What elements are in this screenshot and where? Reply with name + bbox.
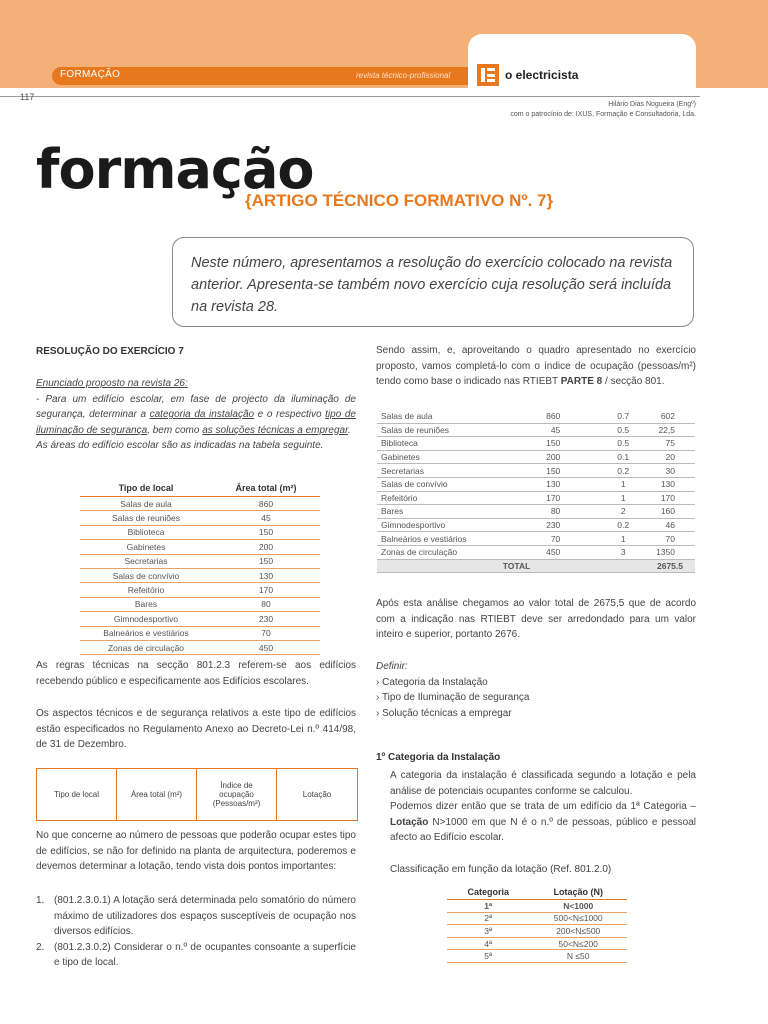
- areas-table: [80, 480, 320, 655]
- table-row: [377, 437, 695, 451]
- table-cell: 50<N≤200: [529, 937, 627, 950]
- list-item: [36, 893, 356, 940]
- paragraph: Após esta análise chegamos ao valor total de 2675,5 que de acordo com a indicação nas RTIEBT deve ser arredondado para um valor inteiro e superior, portanto 2676.: [376, 598, 696, 640]
- table-cell: Salas de convívio: [377, 477, 489, 491]
- table-cell: Secretarias: [377, 464, 489, 478]
- table-cell: 170: [489, 491, 590, 505]
- paragraph-part: / secção 801.: [602, 376, 665, 387]
- table-cell: 1: [590, 491, 652, 505]
- total-label: TOTAL: [377, 559, 652, 573]
- table-header: Área total (m²): [117, 769, 197, 820]
- table-header: Tipo de local: [37, 769, 117, 820]
- page-title: formação: [36, 138, 314, 201]
- table-cell: 150: [489, 464, 590, 478]
- table-row: [80, 540, 320, 554]
- table-cell: Refeitório: [80, 583, 212, 597]
- table-cell: 450: [212, 640, 320, 654]
- table-cell: 500<N≤1000: [529, 912, 627, 925]
- paragraph-bold: PARTE 8: [560, 376, 603, 387]
- table-cell: Salas de reuniões: [80, 511, 212, 525]
- table-row: [447, 950, 627, 963]
- category-table: [447, 884, 627, 963]
- table-cell: Biblioteca: [80, 525, 212, 539]
- statement-part: , bem como: [147, 424, 203, 436]
- define-item: › Tipo de Iluminação de segurança: [376, 690, 696, 706]
- table-row: [80, 525, 320, 539]
- paragraph: [376, 343, 696, 390]
- table-cell: 70: [212, 626, 320, 640]
- paragraph: A categoria da instalação é classificada segundo a lotação e pela análise de potenciais ocupantes conforme se calculou.: [390, 770, 696, 797]
- table-cell: Salas de reuniões: [377, 423, 489, 437]
- table-header: Índice de ocupação (Pessoas/m²): [197, 769, 277, 820]
- occupancy-header-table: [36, 768, 358, 821]
- table-cell: 80: [212, 597, 320, 611]
- table-cell: Gabinetes: [377, 450, 489, 464]
- table-cell: 2: [590, 505, 652, 519]
- magazine-name: o electricista: [505, 68, 579, 82]
- table-cell: Salas de convívio: [80, 568, 212, 582]
- table-cell: 45: [489, 423, 590, 437]
- table-cell: 170: [652, 491, 695, 505]
- statement-title: Enunciado proposto na revista 26:: [36, 378, 188, 389]
- table-row: [447, 925, 627, 938]
- paragraph-part: N>1000 em que N é o n.º de pessoas, público e pessoal afecto ao Edifício escolar.: [390, 816, 696, 843]
- table-cell: 602: [652, 410, 695, 423]
- define-title: Definir:: [376, 661, 408, 672]
- statement-part: - Para um edifício escolar, em fase de projecto da iluminação de segurança, determinar a: [36, 393, 356, 420]
- table-cell: 130: [489, 477, 590, 491]
- table-cell: Balneários e vestiários: [377, 532, 489, 546]
- paragraph: As regras técnicas na secção 801.2.3 referem-se aos edifícios recebendo público e especificamente aos Edifícios escolares.: [36, 660, 356, 687]
- logo-tab: [468, 34, 696, 94]
- table-cell: 75: [652, 437, 695, 451]
- intro-box: [172, 237, 694, 327]
- table-header: Lotação (N): [529, 884, 627, 900]
- table-cell: 200: [489, 450, 590, 464]
- table-cell: 2ª: [447, 912, 529, 925]
- magazine-tagline: revista técnico-profissional: [356, 71, 451, 80]
- table-cell: N ≤50: [529, 950, 627, 963]
- statement-block: [36, 376, 356, 454]
- statement-part: e o respectivo: [254, 409, 326, 420]
- table-header: Lotação: [302, 790, 332, 799]
- table-cell: 45: [212, 511, 320, 525]
- table-cell: Salas de aula: [377, 410, 489, 423]
- list-item: [36, 940, 356, 971]
- table-row: [80, 612, 320, 626]
- table-cell: 160: [652, 505, 695, 519]
- table-cell: Zonas de circulação: [377, 545, 489, 559]
- statement-underline: tipo de iluminação de segurança: [36, 409, 356, 436]
- table-cell: 4ª: [447, 937, 529, 950]
- list-number: 1.: [36, 895, 45, 906]
- author-credit: [440, 100, 696, 120]
- paragraph-bold: Lotação: [390, 816, 429, 828]
- paragraph-part: Sendo assim, e, aproveitando o quadro apresentado no exercício proposto, vamos completá-lo com o índice de ocupação (pessoas/m²) tendo como base o indicado nas RTIEBT: [376, 345, 696, 387]
- list-number: 2.: [36, 941, 45, 953]
- table-cell: Refeitório: [377, 491, 489, 505]
- paragraph: No que concerne ao número de pessoas que poderão ocupar estes tipo de edifícios, se não for definido na planta de arquitectura, poderemos e devemos determinar a lotação, tendo vista dois pontos importantes:: [36, 830, 356, 872]
- table-cell: 1ª: [447, 900, 529, 913]
- list-text: (801.2.3.0.1) A lotação será determinada pelo somatório do número máximo de utilizadores dos espaços susceptíveis de ocupação nos diversos edifícios.: [54, 895, 356, 937]
- page-number: 117: [20, 92, 35, 102]
- table-row: [80, 640, 320, 654]
- table-cell: 150: [212, 554, 320, 568]
- statement-underline: as soluções técnicas a empregar: [202, 424, 349, 436]
- table-cell: Gimnodesportivo: [377, 518, 489, 532]
- section-label: FORMAÇÃO: [60, 69, 121, 80]
- table-cell: 46: [652, 518, 695, 532]
- table-cell: 0.1: [590, 450, 652, 464]
- total-value: 2675.5: [652, 559, 695, 573]
- table-cell: 860: [489, 410, 590, 423]
- table-cell: 30: [652, 464, 695, 478]
- table-cell: 3: [590, 545, 652, 559]
- category-text: [390, 768, 696, 846]
- table-cell: N<1000: [529, 900, 627, 913]
- statement-part: .: [348, 424, 351, 436]
- table-row: [80, 597, 320, 611]
- table-cell: 20: [652, 450, 695, 464]
- table-header: Área total (m²): [212, 480, 320, 497]
- header-rule: [0, 96, 700, 97]
- table-row: [377, 545, 695, 559]
- paragraph-part: Podemos dizer então que se trata de um edifício da 1ª Categoria –: [390, 801, 696, 812]
- table-cell: Balneários e vestiários: [80, 626, 212, 640]
- table-row: [377, 518, 695, 532]
- table-cell: Gabinetes: [80, 540, 212, 554]
- table-cell: 70: [652, 532, 695, 546]
- table-row: [377, 505, 695, 519]
- intro-text: Neste número, apresentamos a resolução do exercício colocado na revista anterior. Apresenta-se também novo exercício cuja resolução será incluída na revista 28.: [191, 255, 673, 315]
- table-row: [377, 491, 695, 505]
- article-subtitle: {ARTIGO TÉCNICO FORMATIVO Nº. 7}: [245, 191, 554, 210]
- table-row: [80, 554, 320, 568]
- numbered-list: [36, 893, 356, 971]
- table-row: [80, 568, 320, 582]
- table-row: [447, 912, 627, 925]
- exercise-heading: RESOLUÇÃO DO EXERCÍCIO 7: [36, 346, 184, 357]
- table-row: [377, 410, 695, 423]
- table-row: [377, 464, 695, 478]
- define-item: › Categoria da Instalação: [376, 675, 696, 691]
- table-cell: 1: [590, 532, 652, 546]
- table-header: Tipo de local: [80, 480, 212, 497]
- table-cell: Bares: [377, 505, 489, 519]
- table-cell: 450: [489, 545, 590, 559]
- list-text: (801.2.3.0.2) Considerar o n.º de ocupantes consoante a superfície e tipo de local.: [54, 941, 356, 968]
- table-cell: 22,5: [652, 423, 695, 437]
- table-cell: 1: [590, 477, 652, 491]
- table-cell: 130: [652, 477, 695, 491]
- sponsor-line: com o patrocínio de: IXUS, Formação e Consultadoria, Lda.: [510, 111, 696, 118]
- table-cell: Biblioteca: [377, 437, 489, 451]
- table-cell: 3ª: [447, 925, 529, 938]
- table-cell: 70: [489, 532, 590, 546]
- table-cell: 0.2: [590, 464, 652, 478]
- define-block: [376, 659, 696, 721]
- table-cell: 0.5: [590, 423, 652, 437]
- table-cell: 200: [212, 540, 320, 554]
- table-row: [80, 511, 320, 525]
- table-cell: 860: [212, 497, 320, 511]
- statement-underline: categoria da instalação: [149, 409, 255, 420]
- table-cell: 80: [489, 505, 590, 519]
- statement-areas: As áreas do edifício escolar são as indicadas na tabela seguinte.: [36, 440, 324, 451]
- table-cell: 170: [212, 583, 320, 597]
- table-cell: 130: [212, 568, 320, 582]
- author-name: Hilário Dias Nogueira (Engº): [608, 101, 696, 108]
- table-header: Categoria: [447, 884, 529, 900]
- table-cell: Salas de aula: [80, 497, 212, 511]
- define-item: › Solução técnicas a empregar: [376, 706, 696, 722]
- table-cell: 0.7: [590, 410, 652, 423]
- table-cell: 230: [489, 518, 590, 532]
- table-row: [377, 477, 695, 491]
- classification-title: Classificação em função da lotação (Ref. 801.2.0): [390, 864, 612, 875]
- table-row: [377, 423, 695, 437]
- table-row: [447, 937, 627, 950]
- table-row: [377, 450, 695, 464]
- category-heading: 1º Categoria da Instalação: [376, 752, 501, 763]
- occupancy-table: [377, 410, 695, 573]
- paragraph: [390, 799, 696, 846]
- magazine-logo-icon: [477, 64, 499, 86]
- table-cell: 150: [489, 437, 590, 451]
- table-cell: 0.5: [590, 437, 652, 451]
- table-cell: 1350: [652, 545, 695, 559]
- table-cell: 230: [212, 612, 320, 626]
- table-cell: 150: [212, 525, 320, 539]
- statement-body: [36, 392, 356, 439]
- table-cell: Bares: [80, 597, 212, 611]
- table-cell: 200<N≤500: [529, 925, 627, 938]
- table-cell: Zonas de circulação: [80, 640, 212, 654]
- table-row: [377, 532, 695, 546]
- table-cell: 0.2: [590, 518, 652, 532]
- table-cell: 5ª: [447, 950, 529, 963]
- total-row: [377, 559, 695, 573]
- table-row: [80, 626, 320, 640]
- table-cell: Gimnodesportivo: [80, 612, 212, 626]
- table-row: [80, 497, 320, 511]
- table-cell: Secretarias: [80, 554, 212, 568]
- paragraph: Os aspectos técnicos e de segurança relativos a este tipo de edifícios estão especificados no Regulamento Anexo ao Decreto-Lei n.º 414/98, de 31 de Dezembro.: [36, 708, 356, 750]
- table-row: [80, 583, 320, 597]
- table-row: [447, 900, 627, 913]
